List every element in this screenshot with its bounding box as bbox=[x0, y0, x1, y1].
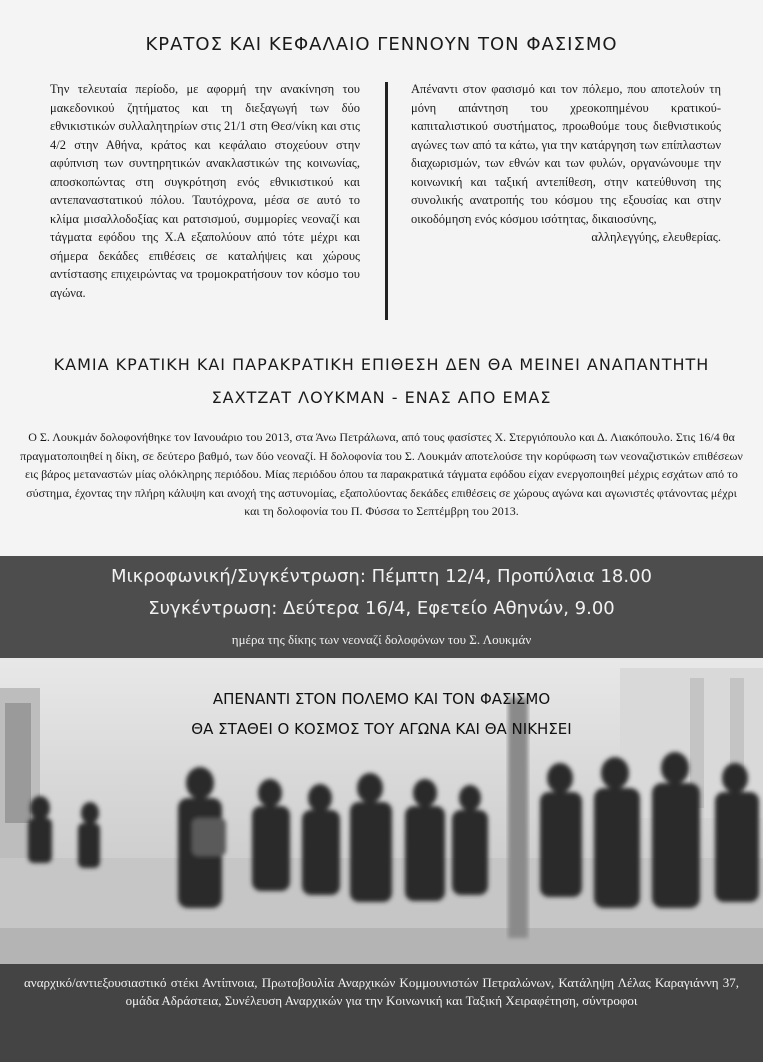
signatories-footer bbox=[0, 964, 763, 1062]
event-line-1: Μικροφωνική/Συγκέντρωση: Πέμπτη 12/4, Προπύλαια 18.00 bbox=[111, 566, 652, 587]
subhead-no-attack: ΚΑΜΙΑ ΚΡΑΤΙΚΗ ΚΑΙ ΠΑΡΑΚΡΑΤΙΚΗ ΕΠΙΘΕΣΗ ΔΕΝ ΘΑ ΜΕΙΝΕΙ ΑΝΑΠΑΝΤΗΤΗ bbox=[53, 355, 710, 374]
event-band bbox=[0, 556, 763, 658]
right-column-text: Απέναντι στον φασισμό και τον πόλεμο, που αποτελούν τη μόνη απάντηση του χρεοκοπημένου κρατικού- καπιταλιστικού συστήματος, προωθούμε τους διεθνιστικούς αγώνες των από τα κάτω, για την κατάργηση των επίπλαστων διαχωρισμών, των εθνών και των φυλών, οργανώνουμε την κοινωνική και ταξική αντεπίθεση, στην κατεύθυνση της συνολικής ανατροπής του κόσμου της εξουσίας και στην οικοδόμηση ενός κόσμου ισότητας, δικαιοσύνης, bbox=[411, 82, 721, 226]
event-note: ημέρα της δίκης των νεοναζί δολοφόνων του Σ. Λουκμάν bbox=[231, 632, 532, 647]
photo-slogan-1: ΑΠΕΝΑΝΤΙ ΣΤΟΝ ΠΟΛΕΜΟ ΚΑΙ ΤΟΝ ΦΑΣΙΣΜΟ bbox=[212, 690, 551, 708]
right-column bbox=[411, 80, 721, 247]
protest-photo bbox=[0, 658, 763, 964]
subhead-lukman: ΣΑΧΤΖΑΤ ΛΟΥΚΜΑΝ - ΕΝΑΣ ΑΠΟ ΕΜΑΣ bbox=[211, 388, 552, 407]
column-divider bbox=[385, 82, 388, 320]
signatories-text: αναρχικό/αντιεξουσιαστικό στέκι Αντίπνοια, Πρωτοβουλία Αναρχικών Κομμουνιστών Πετραλώνων, Κατάληψη Λέλας Καραγιάννη 37, ομάδα Αδράστεια, Συνέλευση Αναρχικών για την Κοινωνική και Ταξική Χειραφέτηση, σύντροφοι bbox=[24, 975, 739, 1008]
event-line-2: Συγκέντρωση: Δεύτερα 16/4, Εφετείο Αθηνών, 9.00 bbox=[148, 598, 615, 619]
left-column-text: Την τελευταία περίοδο, με αφορμή την ανακίνηση του μακεδονικού ζητήματος και τη διεξαγωγή των δύο εθνικιστικών συλλαλητηρίων στις 21/1 στη Θεσ/νίκη και στις 4/2 στην Αθήνα, κράτος και κεφάλαιο στοχεύουν στην αφύπνιση των συντηρητικών ανακλαστικών της κοινωνίας, αποσκοπώντας στη συγκρότηση ενός εθνικιστικού και αντεπαναστατικού πόλου. Ταυτόχρονα, μέσα σε αυτό το κλίμα μισαλλοδοξίας και ρατσισμού, συμμορίες νεοναζί και τάγματα εφόδου της Χ.Α εξαπολύουν από τότε μέχρι και σήμερα δεκάδες επιθέσεις σε καταλήψεις και χώρους αντίστασης επιχειρώντας να τρομοκρατήσουν τον κόσμο του αγώνα. bbox=[50, 82, 360, 300]
lukman-paragraph: Ο Σ. Λουκμάν δολοφονήθηκε τον Ιανουάριο του 2013, στα Άνω Πετράλωνα, από τους φασίστες Χ. Στεργιόπουλο και Δ. Λιακόπουλο. Στις 16/4 θα πραγματοποιηθεί η δίκη, σε δεύτερο βαθμό, των δύο νεοναζί. Η δολοφονία του Σ. Λουκμάν αποτελούσε την κορύφωση των νεοναζιστικών επιθέσεων εις βάρος μεταναστών μίας ολόκληρης περιόδου. Μίας περιόδου όπου τα παρακρατικά τάγματα εφόδου είχαν ενεργοποιηθεί μέχρις εσχάτων από το σύστημα, έχοντας την πλήρη κάλυψη και ανοχή της αστυνομίας, εξαπολύοντας δεκάδες επιθέσεις σε χώρους αγώνα και αγωνιστές φτάνοντας μέχρι και τη δολοφονία του Π. Φύσσα το Σεπτέμβρη του 2013. bbox=[20, 430, 743, 518]
headline: ΚΡΑΤΟΣ ΚΑΙ ΚΕΦΑΛΑΙΟ ΓΕΝΝΟΥΝ ΤΟΝ ΦΑΣΙΣΜΟ bbox=[145, 34, 618, 55]
photo-slogan-2: ΘΑ ΣΤΑΘΕΙ Ο ΚΟΣΜΟΣ ΤΟΥ ΑΓΩΝΑ ΚΑΙ ΘΑ ΝΙΚΗΣΕΙ bbox=[191, 720, 572, 738]
right-column-closing: αλληλεγγύης, ελευθερίας. bbox=[591, 230, 721, 244]
